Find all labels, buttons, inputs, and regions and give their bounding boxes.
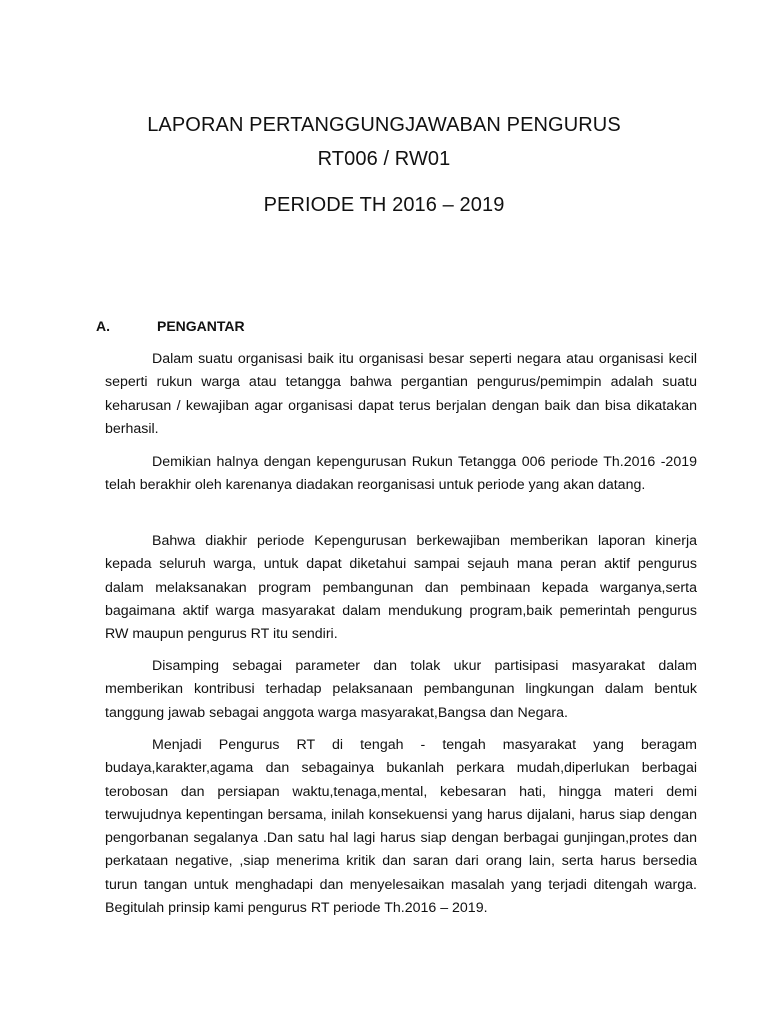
section-heading-text: PENGANTAR [157, 318, 245, 334]
paragraph: Menjadi Pengurus RT di tengah - tengah masyarakat yang beragam budaya,karakter,agama dan sebagainya bukanlah perkara mudah,diperlukan berbagai terobosan dan persiapan waktu,tenaga,mental, kebesaran hati, hingga materi demi terwujudnya kepentingan bersama, inilah konsekuensi yang harus dijalani, harus siap dengan pengorbanan segalanya .Dan satu hal lagi harus siap dengan berbagai gunjingan,protes dan perkataan negative, ,siap menerima kritik dan saran dari orang lain, serta harus bersedia turun tangan untuk menghadapi dan menyelesaikan masalah yang terjadi ditengah warga. Begitulah prinsip kami pengurus RT periode Th.2016 – 2019. [105, 737, 697, 917]
paragraph: Disamping sebagai parameter dan tolak ukur partisipasi masyarakat dalam memberikan kontribusi terhadap pelaksanaan pembangunan lingkungan dalam bentuk tanggung jawab sebagai anggota warga masyarakat,Bangsa dan Negara. [105, 658, 697, 721]
document-title-line-1: LAPORAN PERTANGGUNGJAWABAN PENGURUS [147, 114, 621, 136]
document-title-line-3: PERIODE TH 2016 – 2019 [263, 194, 505, 216]
section-letter: A. [96, 318, 110, 334]
paragraph: Demikian halnya dengan kepengurusan Rukun Tetangga 006 periode Th.2016 -2019 telah berakhir oleh karenanya diadakan reorganisasi untuk periode yang akan datang. [105, 454, 697, 494]
section-heading [96, 318, 245, 334]
document-title-line-2: RT006 / RW01 [317, 148, 451, 170]
paragraph: Bahwa diakhir periode Kepengurusan berkewajiban memberikan laporan kinerja kepada seluruh warga, untuk dapat diketahui sampai sejauh mana peran aktif pengurus dalam melaksanakan program pembangunan dan pembinaan kepada warganya,serta bagaimana aktif warga masyarakat dalam mendukung program,baik pemerintah pengurus RW maupun pengurus RT itu sendiri. [105, 533, 697, 643]
paragraph: Dalam suatu organisasi baik itu organisasi besar seperti negara atau organisasi kecil seperti rukun warga atau tetangga bahwa pergantian pengurus/pemimpin adalah suatu keharusan / kewajiban agar organisasi dapat terus berjalan dengan baik dan bisa dikatakan berhasil. [105, 351, 697, 437]
